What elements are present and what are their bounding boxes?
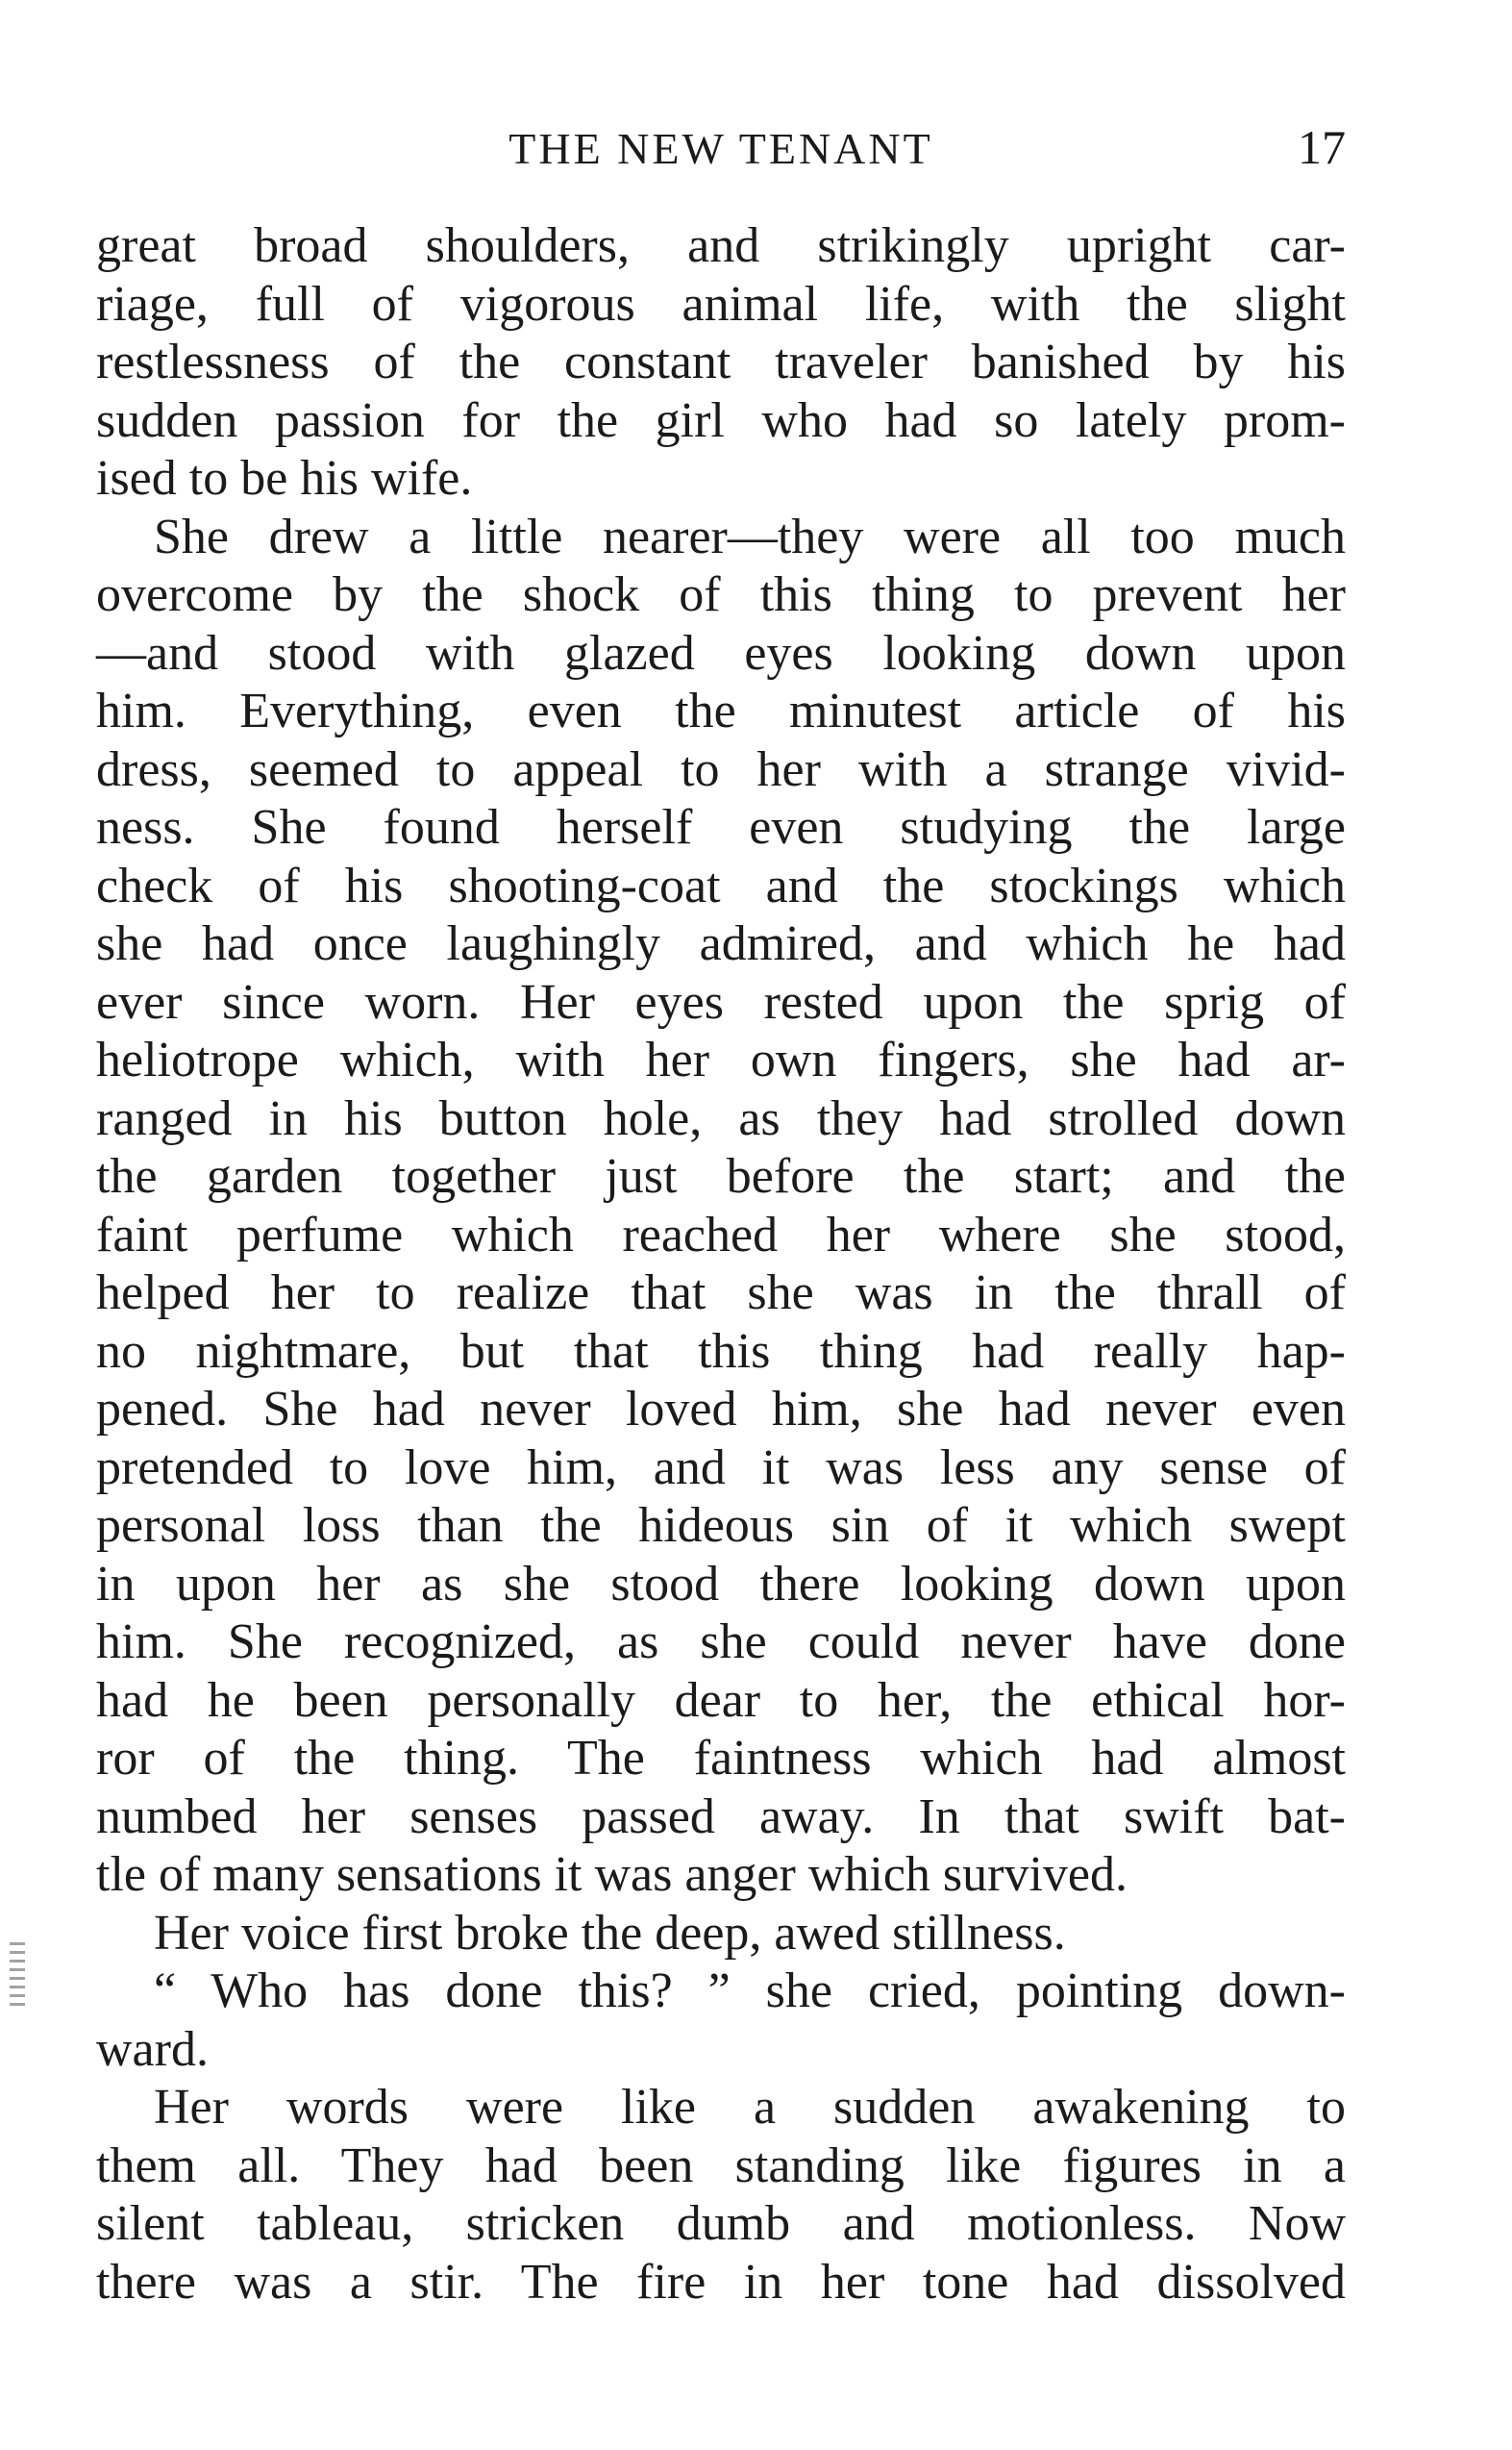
text-line: there was a stir. The fire in her tone had dissolved — [96, 2254, 1346, 2310]
running-title: THE NEW TENANT — [508, 124, 933, 173]
text-line: him. Everything, even the minutest article of his — [96, 684, 1346, 738]
text-line: ranged in his button hole, as they had strolled down — [96, 1090, 1346, 1146]
text-line: silent tableau, stricken dumb and motionless. Now — [96, 2196, 1346, 2251]
text-line: helped her to realize that she was in the thrall of — [96, 1265, 1346, 1320]
text-line: ever since worn. Her eyes rested upon the sprig of — [96, 974, 1346, 1030]
text-line: ness. She found herself even studying the large — [96, 800, 1346, 855]
text-line: restlessness of the constant traveler banished by his — [96, 335, 1346, 389]
page-number: 17 — [1298, 120, 1346, 174]
text-line: no nightmare, but that this thing had really hap- — [96, 1323, 1346, 1379]
text-line: tle of many sensations it was anger which survived. — [96, 1847, 1128, 1902]
text-line: the garden together just before the start; and the — [96, 1149, 1346, 1204]
text-line: Her words were like a sudden awakening to — [154, 2080, 1346, 2135]
text-line: numbed her senses passed away. In that swift bat- — [96, 1788, 1346, 1844]
body-text — [96, 217, 1346, 2312]
text-line: had he been personally dear to her, the ethical hor- — [96, 1672, 1346, 1728]
text-line: She drew a little nearer—they were all too much — [154, 509, 1346, 564]
text-line: sudden passion for the girl who had so lately prom- — [96, 392, 1346, 448]
text-line: in upon her as she stood there looking down upon — [96, 1556, 1346, 1612]
text-line: Her voice first broke the deep, awed stillness. — [154, 1905, 1066, 1961]
text-line: “ Who has done this? ” she cried, pointing down- — [154, 1963, 1346, 2018]
text-line: him. She recognized, as she could never have done — [96, 1614, 1346, 1669]
text-line: personal loss than the hideous sin of it which swept — [96, 1498, 1346, 1553]
text-line: overcome by the shock of this thing to prevent her — [96, 567, 1346, 622]
text-line: check of his shooting-coat and the stockings which — [96, 858, 1346, 913]
text-line: ward. — [96, 2021, 209, 2077]
text-line: pened. She had never loved him, she had never even — [96, 1382, 1346, 1437]
text-line: she had once laughingly admired, and which he had — [96, 916, 1346, 971]
text-line: ror of the thing. The faintness which had almost — [96, 1731, 1346, 1786]
text-line: dress, seemed to appeal to her with a strange vivid- — [96, 741, 1346, 797]
text-line: them all. They had been standing like figures in a — [96, 2138, 1346, 2193]
text-line: great broad shoulders, and strikingly upright car- — [96, 218, 1346, 273]
text-line: heliotrope which, with her own fingers, she had ar- — [96, 1033, 1346, 1088]
text-line: —and stood with glazed eyes looking down upon — [96, 625, 1346, 681]
running-head — [96, 115, 1346, 173]
text-line: riage, full of vigorous animal life, with the slight — [96, 276, 1346, 332]
scan-edge-mark — [10, 1942, 25, 2010]
text-line: faint perfume which reached her where she stood, — [96, 1207, 1346, 1262]
text-line: pretended to love him, and it was less any sense of — [96, 1439, 1346, 1495]
text-line: ised to be his wife. — [96, 451, 473, 506]
